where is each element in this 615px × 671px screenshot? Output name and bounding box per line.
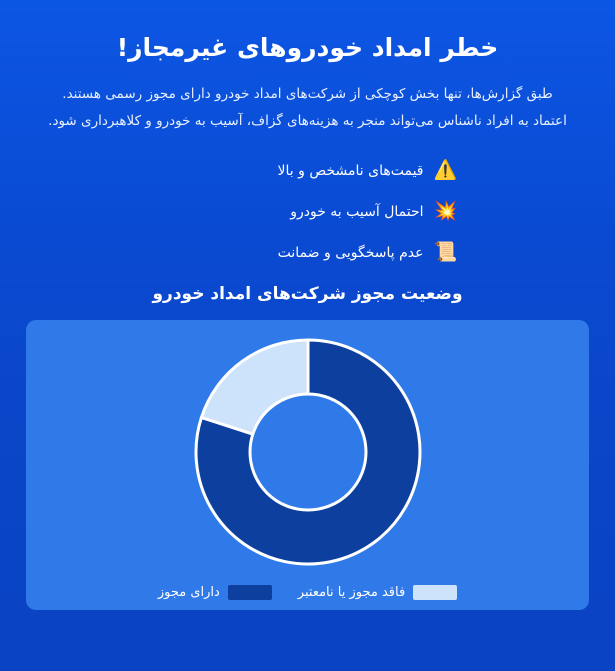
legend-label: فاقد مجوز یا نامعتبر [297, 584, 406, 600]
chart-legend [26, 585, 589, 600]
legend-label: دارای مجوز [157, 584, 220, 600]
chart-card [26, 320, 589, 610]
list-item [158, 199, 458, 225]
donut-hole [250, 394, 366, 510]
risk-list [158, 158, 458, 266]
legend-swatch-unlicensed [413, 585, 457, 600]
risk-label: احتمال آسیب به خودرو [290, 203, 424, 220]
risk-label: قیمت‌های نامشخص و بالا [277, 162, 424, 179]
legend-item [298, 585, 457, 600]
warning-triangle-icon: ⚠️ [433, 159, 458, 182]
legend-swatch-licensed [228, 585, 272, 600]
collision-icon: 💥 [433, 200, 458, 223]
donut-svg [188, 332, 428, 572]
list-item [158, 240, 458, 266]
donut-chart [26, 332, 589, 572]
description-text: طبق گزارش‌ها، تنها بخش کوچکی از شرکت‌های امداد خودرو دارای مجوز رسمی هستند. اعتماد به افراد ناشناس می‌تواند منجر به هزینه‌های گزاف، آسیب به خودرو و کلاهبرداری شود. [48, 86, 567, 129]
list-item [158, 158, 458, 184]
risk-label: عدم پاسخگویی و ضمانت [277, 244, 424, 261]
chart-title: وضعیت مجوز شرکت‌های امداد خودرو [152, 283, 463, 304]
no-document-icon: 📜 [433, 241, 458, 264]
page-title: خطر امداد خودروهای غیرمجاز! [116, 33, 499, 62]
legend-item [158, 585, 272, 600]
